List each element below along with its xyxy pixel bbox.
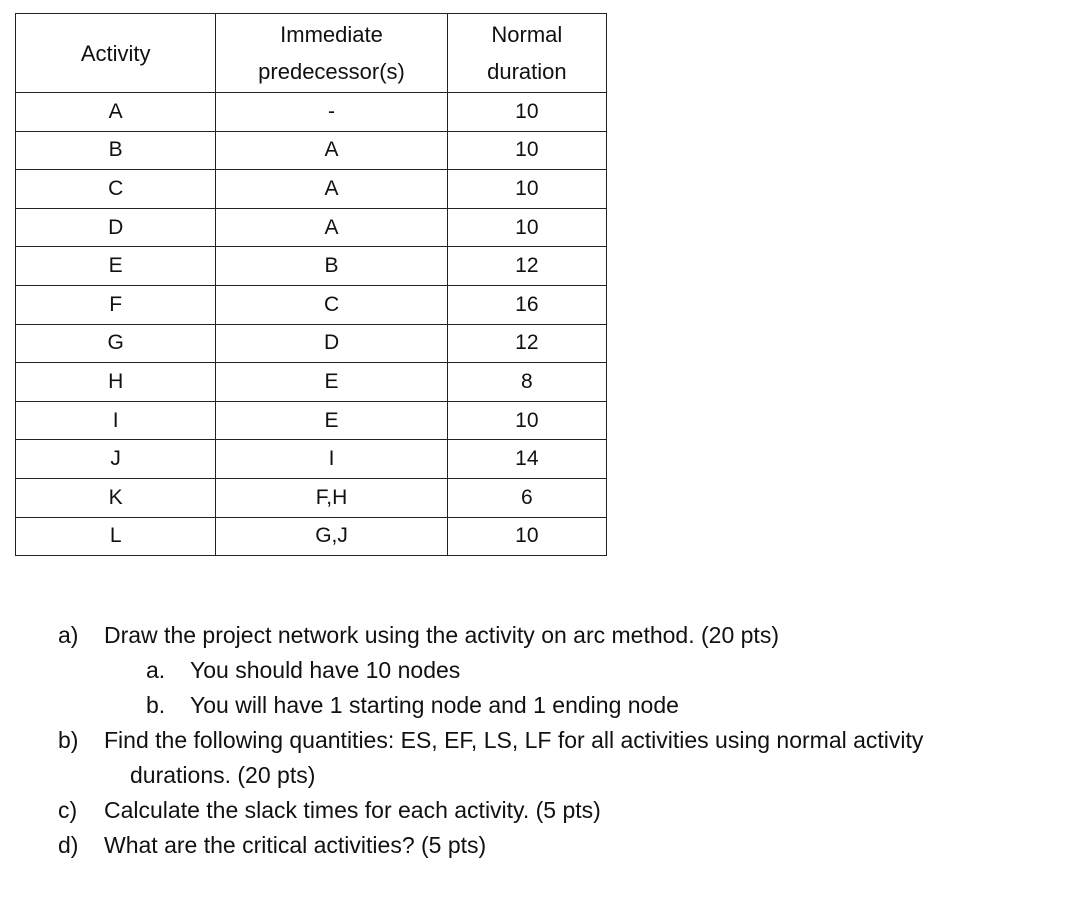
cell-activity: C bbox=[16, 170, 216, 209]
cell-duration: 8 bbox=[447, 363, 606, 402]
cell-duration: 10 bbox=[447, 401, 606, 440]
cell-activity: A bbox=[16, 93, 216, 132]
cell-duration: 10 bbox=[447, 93, 606, 132]
header-predecessor-line2: predecessor(s) bbox=[258, 59, 405, 84]
cell-predecessor: A bbox=[216, 170, 447, 209]
table-row bbox=[16, 363, 607, 402]
question-a bbox=[58, 618, 1058, 653]
table-header-row bbox=[16, 14, 607, 93]
cell-predecessor: A bbox=[216, 208, 447, 247]
cell-predecessor: - bbox=[216, 93, 447, 132]
cell-duration: 10 bbox=[447, 517, 606, 556]
table-row bbox=[16, 131, 607, 170]
cell-predecessor: E bbox=[216, 363, 447, 402]
question-a-sub-a bbox=[58, 653, 1058, 688]
header-duration bbox=[447, 14, 606, 93]
cell-activity: F bbox=[16, 285, 216, 324]
table-row bbox=[16, 247, 607, 286]
question-list bbox=[58, 618, 1058, 863]
cell-duration: 6 bbox=[447, 478, 606, 517]
table-row bbox=[16, 170, 607, 209]
question-a-sub-b-marker: b. bbox=[146, 692, 166, 718]
header-duration-line2: duration bbox=[487, 59, 567, 84]
cell-activity: D bbox=[16, 208, 216, 247]
cell-duration: 12 bbox=[447, 324, 606, 363]
question-c-text: Calculate the slack times for each activity. (5 pts) bbox=[104, 797, 601, 823]
cell-predecessor: I bbox=[216, 440, 447, 479]
header-activity-label: Activity bbox=[80, 40, 151, 66]
cell-predecessor: C bbox=[216, 285, 447, 324]
question-b bbox=[58, 723, 1058, 758]
question-d-marker: d) bbox=[58, 832, 79, 858]
question-b-text-line2: durations. (20 pts) bbox=[130, 762, 316, 788]
header-duration-line1: Normal bbox=[491, 22, 563, 47]
question-b-marker: b) bbox=[58, 727, 79, 753]
cell-activity: G bbox=[16, 324, 216, 363]
question-a-sub-b-text: You will have 1 starting node and 1 ending node bbox=[190, 692, 679, 718]
cell-activity: K bbox=[16, 478, 216, 517]
question-a-marker: a) bbox=[58, 622, 79, 648]
cell-activity: I bbox=[16, 401, 216, 440]
table-row bbox=[16, 324, 607, 363]
header-activity bbox=[16, 14, 216, 93]
cell-activity: B bbox=[16, 131, 216, 170]
question-d-text: What are the critical activities? (5 pts) bbox=[104, 832, 487, 858]
question-b-text-line1: Find the following quantities: ES, EF, LS, LF for all activities using normal activity bbox=[104, 727, 924, 753]
cell-duration: 10 bbox=[447, 170, 606, 209]
question-a-sub-b bbox=[58, 688, 1058, 723]
question-d bbox=[58, 828, 1058, 863]
cell-predecessor: E bbox=[216, 401, 447, 440]
question-a-sub-a-text: You should have 10 nodes bbox=[190, 657, 461, 683]
question-c bbox=[58, 793, 1058, 828]
header-predecessor bbox=[216, 14, 447, 93]
activity-table bbox=[15, 13, 607, 556]
table-row bbox=[16, 401, 607, 440]
cell-predecessor: B bbox=[216, 247, 447, 286]
question-b-continuation bbox=[58, 758, 1058, 793]
cell-duration: 10 bbox=[447, 131, 606, 170]
question-a-sub-a-marker: a. bbox=[146, 657, 166, 683]
cell-activity: L bbox=[16, 517, 216, 556]
header-predecessor-line1: Immediate bbox=[280, 22, 383, 47]
cell-activity: H bbox=[16, 363, 216, 402]
cell-duration: 10 bbox=[447, 208, 606, 247]
cell-duration: 12 bbox=[447, 247, 606, 286]
cell-predecessor: G,J bbox=[216, 517, 447, 556]
question-a-text: Draw the project network using the activity on arc method. (20 pts) bbox=[104, 622, 779, 648]
cell-predecessor: F,H bbox=[216, 478, 447, 517]
question-c-marker: c) bbox=[58, 797, 78, 823]
table-row bbox=[16, 478, 607, 517]
cell-activity: E bbox=[16, 247, 216, 286]
cell-predecessor: D bbox=[216, 324, 447, 363]
table-row bbox=[16, 517, 607, 556]
cell-predecessor: A bbox=[216, 131, 447, 170]
cell-duration: 16 bbox=[447, 285, 606, 324]
cell-duration: 14 bbox=[447, 440, 606, 479]
table-row bbox=[16, 285, 607, 324]
cell-activity: J bbox=[16, 440, 216, 479]
table-row bbox=[16, 208, 607, 247]
table-row bbox=[16, 93, 607, 132]
table-row bbox=[16, 440, 607, 479]
